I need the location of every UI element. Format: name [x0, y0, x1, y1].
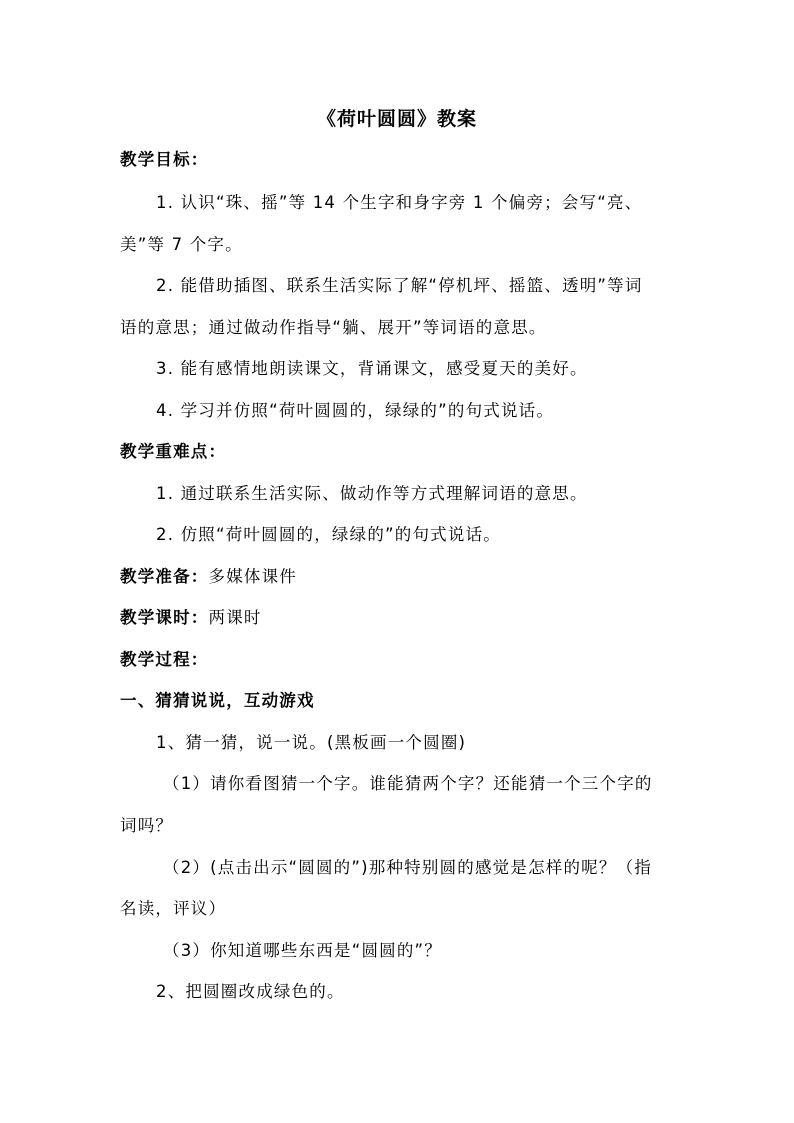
- objective-2-line-1: 2. 能借助插图、联系生活实际了解“停机坪、摇篮、透明”等词: [156, 276, 643, 295]
- document-title: 《荷叶圆圆》教案: [316, 108, 477, 130]
- key-point-1: 1. 通过联系生活实际、做动作等方式理解词语的意思。: [156, 484, 588, 503]
- preparation-label: 教学准备：: [120, 567, 209, 586]
- key-points-heading: 教学重难点：: [120, 442, 227, 461]
- periods-label: 教学课时：: [120, 608, 209, 627]
- objective-1-line-2: 美”等 7 个字。: [120, 235, 243, 254]
- question-1-line-1: （1）请你看图猜一个字。谁能猜两个字？还能猜一个三个字的: [163, 774, 653, 793]
- preparation-line: [120, 565, 680, 589]
- objective-1-line-1: 1. 认识“珠、摇”等 14 个生字和身字旁 1 个偏旁；会写“亮、: [156, 193, 643, 212]
- question-1-line-2: 词吗？: [120, 816, 174, 835]
- section-1-heading: 一、猜猜说说，互动游戏: [120, 691, 315, 710]
- step-1: 1、猜一猜，说一说。(黑板画一个圆圈): [156, 733, 467, 752]
- objective-2-line-2: 语的意思；通过做动作指导“躺、展开”等词语的意思。: [120, 318, 547, 337]
- periods-value: 两课时: [208, 608, 262, 627]
- preparation-value: 多媒体课件: [208, 567, 297, 586]
- question-3: （3）你知道哪些东西是“圆圆的”？: [163, 941, 442, 960]
- periods-line: [120, 606, 680, 630]
- question-2-line-2: 名读，评议）: [120, 899, 227, 918]
- key-point-2: 2. 仿照“荷叶圆圆的，绿绿的”的句式说话。: [156, 525, 501, 544]
- objective-4: 4. 学习并仿照“荷叶圆圆的，绿绿的”的句式说话。: [156, 401, 555, 420]
- process-heading: 教学过程：: [120, 650, 209, 669]
- objectives-heading: 教学目标：: [120, 150, 209, 169]
- objective-3: 3. 能有感情地朗读课文，背诵课文，感受夏天的美好。: [156, 359, 588, 378]
- question-2-line-1: （2）(点击出示“圆圆的”)那种特别圆的感觉是怎样的呢？（指: [163, 858, 652, 877]
- step-2: 2、把圆圈改成绿色的。: [156, 982, 345, 1001]
